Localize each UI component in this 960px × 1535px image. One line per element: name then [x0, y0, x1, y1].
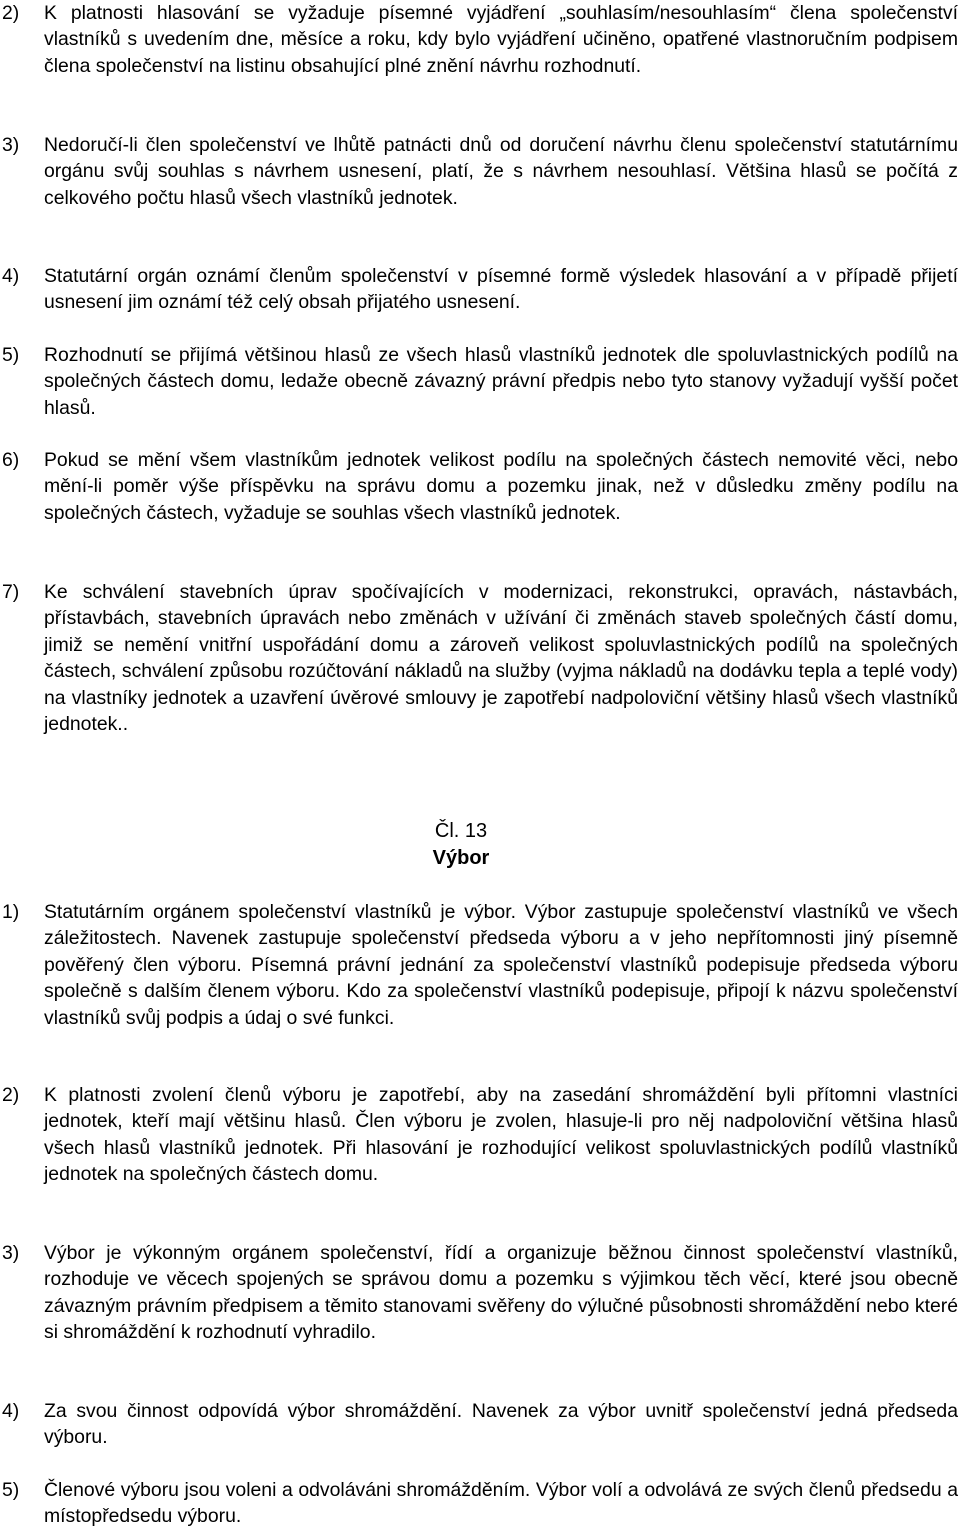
paragraph-number: 5) — [2, 1479, 20, 1501]
paragraph-number: 5) — [2, 344, 20, 366]
paragraph-top-4 — [0, 263, 960, 316]
paragraph-number: 4) — [2, 1400, 20, 1422]
paragraph-text: Členové výboru jsou voleni a odvoláváni shromážděním. Výbor volí a odvolává ze svých členů předsedu a místopředsedu výboru. — [44, 1479, 958, 1528]
paragraph-text: Statutární orgán oznámí členům společenství v písemné formě výsledek hlasování a v případě přijetí usnesení jim oznámí též celý obsah přijatého usnesení. — [44, 265, 958, 314]
paragraph-text: K platnosti hlasování se vyžaduje písemné vyjádření „souhlasím/nesouhlasím“ člena společenství vlastníků s uvedením dne, měsíce a roku, kdy bylo vyjádření učiněno, opatřené vlastnoručním podpisem člena společenství na listinu obsahující plné znění návrhu rozhodnutí. — [44, 2, 958, 77]
paragraph-bottom-5 — [0, 1477, 960, 1530]
paragraph-top-7 — [0, 579, 960, 737]
paragraph-number: 7) — [2, 581, 20, 603]
paragraph-top-3 — [0, 132, 960, 211]
paragraph-number: 6) — [2, 449, 20, 471]
article-title: Výbor — [432, 847, 490, 869]
paragraph-number: 4) — [2, 265, 20, 287]
paragraph-number: 3) — [2, 134, 20, 156]
paragraph-number: 2) — [2, 1084, 20, 1106]
paragraph-top-6 — [0, 447, 960, 526]
paragraph-top-2 — [0, 0, 960, 79]
paragraph-text: Pokud se mění všem vlastníkům jednotek velikost podílu na společných částech nemovité věci, nebo mění-li poměr výše příspěvku na správu domu a pozemku jinak, než v důsledku změny podílu na společných částech, vyžaduje se souhlas všech vlastníků jednotek. — [44, 449, 958, 524]
paragraph-text: Nedoručí-li člen společenství ve lhůtě patnácti dnů od doručení návrhu členu společenství statutárnímu orgánu svůj souhlas s návrhem usnesení, platí, že s návrhem nesouhlasí. Většina hlasů se počítá z celkového počtu hlasů všech vlastníků jednotek. — [44, 134, 958, 209]
paragraph-number: 1) — [2, 901, 20, 923]
paragraph-text: Za svou činnost odpovídá výbor shromáždění. Navenek za výbor uvnitř společenství jedná předseda výboru. — [44, 1400, 958, 1449]
paragraph-text: Výbor je výkonným orgánem společenství, řídí a organizuje běžnou činnost společenství vlastníků, rozhoduje ve věcech spojených se správou domu a pozemku s výjimkou těch věcí, které jsou obecně závazným právním předpisem a těmito stanovami svěřeny do výlučné působnosti shromáždění nebo které si shromáždění k rozhodnutí vyhradilo. — [44, 1242, 958, 1344]
article-number: Čl. 13 — [434, 820, 488, 842]
paragraph-top-5 — [0, 342, 960, 421]
paragraph-bottom-1 — [0, 899, 960, 1031]
paragraph-bottom-4 — [0, 1398, 960, 1451]
paragraph-number: 3) — [2, 1242, 20, 1264]
paragraph-text: Ke schválení stavebních úprav spočívajících v modernizaci, rekonstrukci, opravách, nástavbách, přístavbách, stavebních úpravách nebo změnách v užívání či změnách staveb společných částí domu, jimiž se nemění vnitřní uspořádání domu a zároveň velikost spoluvlastnických podílů na společných částech, schválení způsobu rozúčtování nákladů na služby (vyjma nákladů na dodávku tepla a teplé vody) na vlastníky jednotek a uzavření úvěrové smlouvy je zapotřebí nadpoloviční většiny hlasů všech vlastníků jednotek.. — [44, 581, 958, 736]
paragraph-bottom-3 — [0, 1240, 960, 1346]
paragraph-number: 2) — [2, 2, 20, 24]
paragraph-text: Rozhodnutí se přijímá většinou hlasů ze všech hlasů vlastníků jednotek dle spoluvlastnických podílů na společných částech domu, ledaže obecně závazný právní předpis nebo tyto stanovy vyžadují vyšší počet hlasů. — [44, 344, 958, 419]
paragraph-text: Statutárním orgánem společenství vlastníků je výbor. Výbor zastupuje společenství vlastníků ve všech záležitostech. Navenek zastupuje společenství předseda výboru a v jeho nepřítomnosti jiný písemně pověřený člen výboru. Písemná právní jednání za společenství vlastníků podepisuje předseda výboru společně s dalším členem výboru. Kdo za společenství vlastníků podepisuje, připojí k názvu společenství vlastníků svůj podpis a údaj o své funkci. — [44, 901, 958, 1029]
paragraph-bottom-2 — [0, 1082, 960, 1188]
paragraph-text: K platnosti zvolení členů výboru je zapotřebí, aby na zasedání shromáždění byli přítomni vlastníci jednotek, kteří mají většinu hlasů. Člen výboru je zvolen, hlasuje-li pro něj nadpoloviční většina hlasů všech hlasů vlastníků jednotek. Při hlasování je rozhodující velikost spoluvlastnických podílů vlastníků jednotek na společných částech domu. — [44, 1084, 958, 1186]
